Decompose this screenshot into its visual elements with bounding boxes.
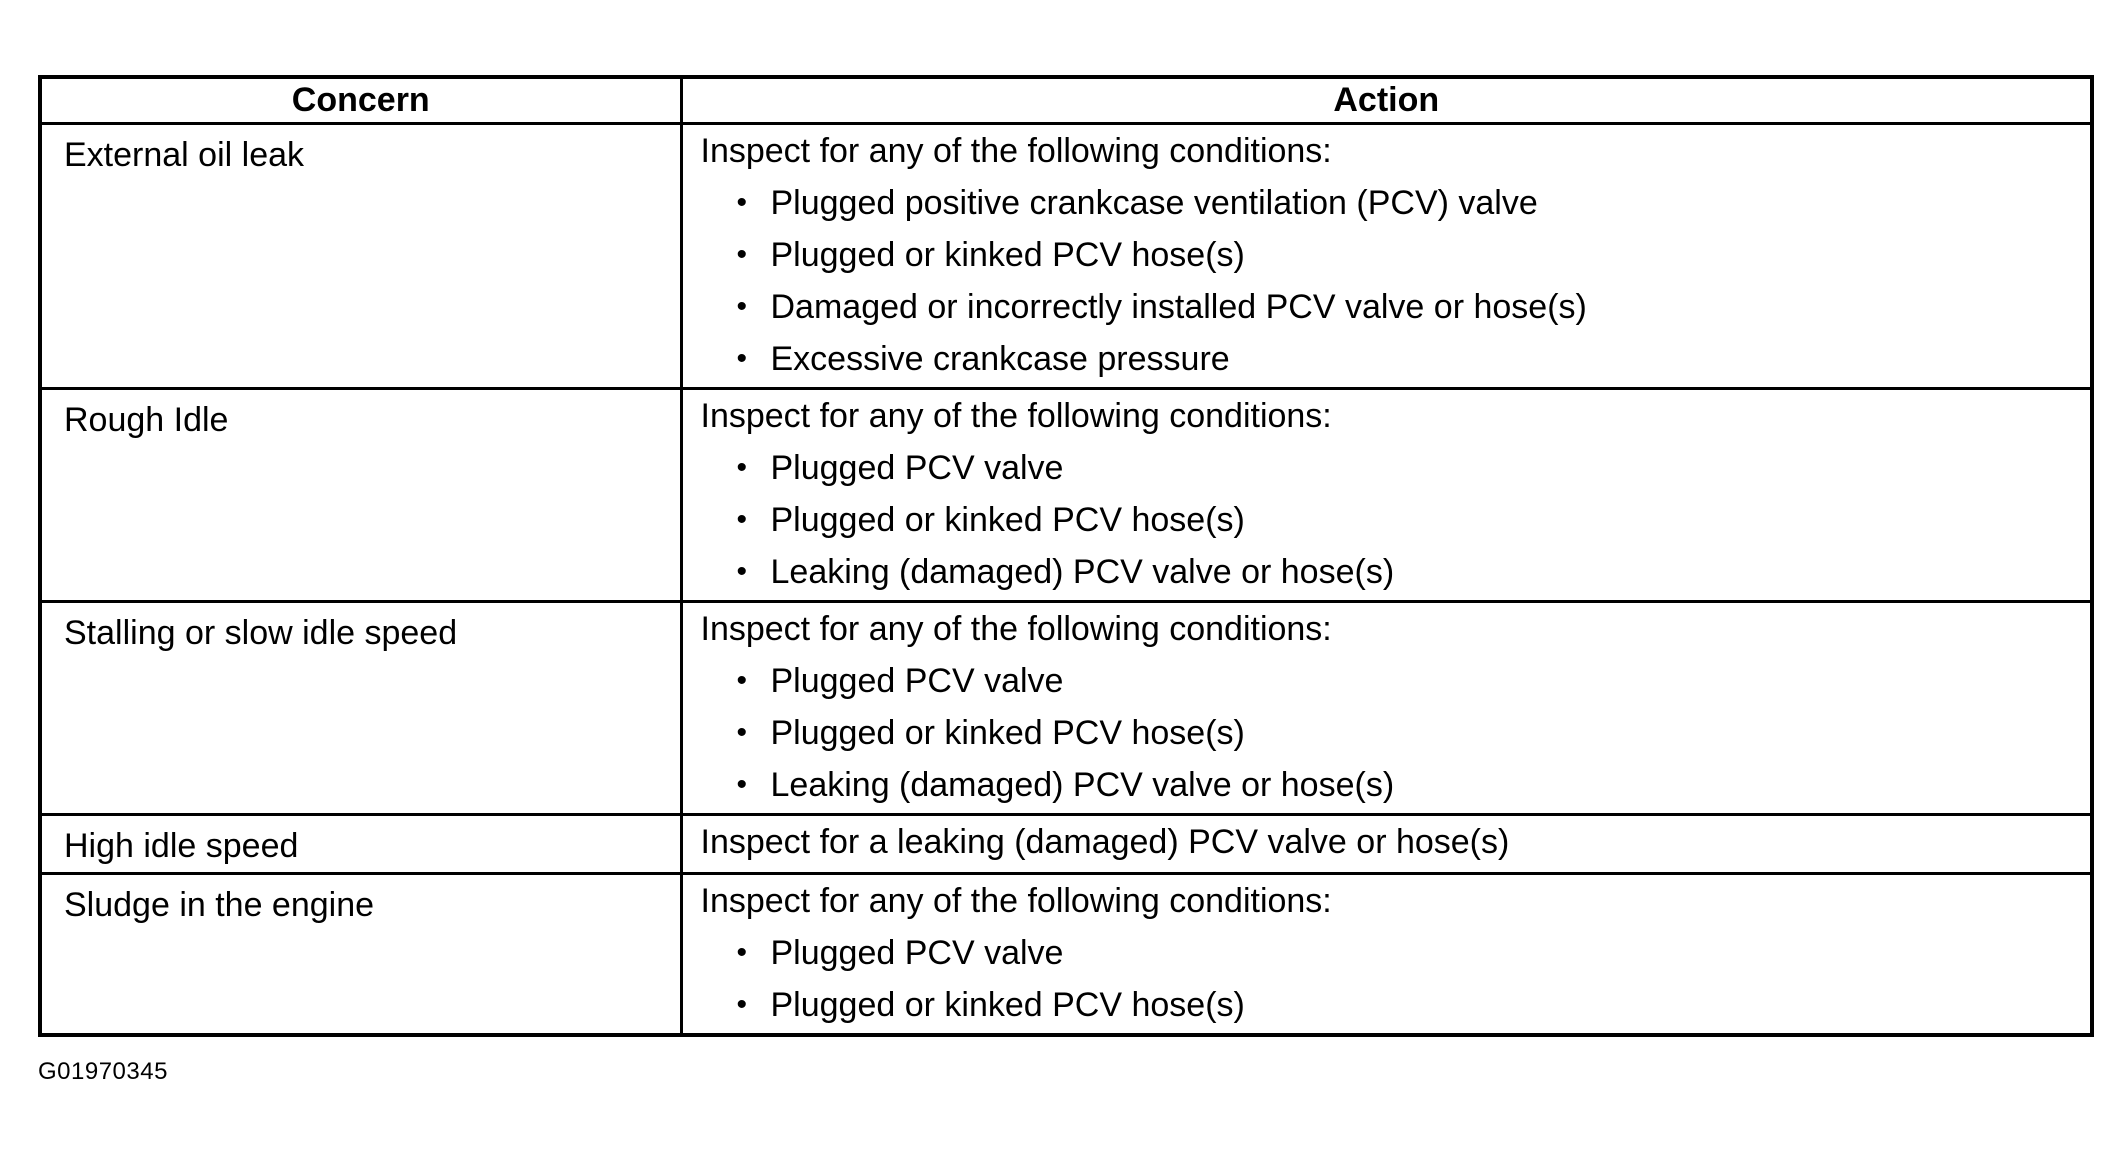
bullet-icon: • xyxy=(736,290,748,323)
bullet-icon: • xyxy=(736,186,748,219)
concern-text: Sludge in the engine xyxy=(64,886,375,924)
bullet-icon: • xyxy=(736,664,748,697)
action-item xyxy=(701,494,2091,546)
action-cell xyxy=(681,602,2092,815)
concern-text: Stalling or slow idle speed xyxy=(64,614,458,652)
figure-id: G01970345 xyxy=(38,1058,168,1085)
action-item-text: Excessive crankcase pressure xyxy=(770,340,1230,378)
action-item xyxy=(701,229,2091,281)
concern-cell xyxy=(40,389,681,602)
table-row xyxy=(40,602,2092,815)
bullet-icon: • xyxy=(736,768,748,801)
table-row xyxy=(40,815,2092,874)
action-item xyxy=(701,655,2091,707)
action-item xyxy=(701,442,2091,494)
bullet-icon: • xyxy=(736,716,748,749)
action-intro: Inspect for any of the following conditions: xyxy=(700,610,1332,648)
action-cell xyxy=(681,815,2092,874)
action-list xyxy=(701,177,2091,385)
action-cell xyxy=(681,124,2092,389)
concern-text: Rough Idle xyxy=(64,401,229,439)
concern-text: High idle speed xyxy=(64,827,299,865)
action-item-text: Leaking (damaged) PCV valve or hose(s) xyxy=(770,553,1395,591)
action-intro: Inspect for any of the following conditions: xyxy=(700,132,1332,170)
bullet-icon: • xyxy=(736,503,748,536)
table-header-row xyxy=(40,77,2092,124)
action-item xyxy=(701,281,2091,333)
action-intro: Inspect for any of the following conditions: xyxy=(700,882,1332,920)
action-list xyxy=(701,655,2091,811)
action-item-text: Damaged or incorrectly installed PCV valve or hose(s) xyxy=(770,288,1587,326)
action-item-text: Plugged or kinked PCV hose(s) xyxy=(770,714,1245,752)
action-item-text: Plugged PCV valve xyxy=(770,934,1064,972)
bullet-icon: • xyxy=(736,555,748,588)
action-item-text: Plugged or kinked PCV hose(s) xyxy=(770,986,1245,1024)
action-item xyxy=(701,177,2091,229)
action-item xyxy=(701,333,2091,385)
concern-cell xyxy=(40,602,681,815)
concern-cell xyxy=(40,124,681,389)
table-body xyxy=(40,124,2092,1036)
bullet-icon: • xyxy=(736,238,748,271)
bullet-icon: • xyxy=(736,936,748,969)
concern-text: External oil leak xyxy=(64,136,305,174)
action-item xyxy=(701,979,2091,1031)
table-row xyxy=(40,124,2092,389)
action-intro: Inspect for any of the following conditions: xyxy=(700,397,1332,435)
table-row xyxy=(40,874,2092,1036)
action-list xyxy=(701,927,2091,1031)
bullet-icon: • xyxy=(736,342,748,375)
action-item-text: Leaking (damaged) PCV valve or hose(s) xyxy=(770,766,1395,804)
concern-header: Concern xyxy=(40,77,681,124)
bullet-icon: • xyxy=(736,451,748,484)
action-header: Action xyxy=(681,77,2092,124)
action-item-text: Plugged or kinked PCV hose(s) xyxy=(770,501,1245,539)
action-cell xyxy=(681,874,2092,1036)
action-list xyxy=(701,442,2091,598)
action-item xyxy=(701,707,2091,759)
action-item xyxy=(701,927,2091,979)
action-item-text: Plugged PCV valve xyxy=(770,449,1064,487)
action-item xyxy=(701,546,2091,598)
table-row xyxy=(40,389,2092,602)
action-item xyxy=(701,759,2091,811)
concern-cell xyxy=(40,815,681,874)
action-item-text: Plugged PCV valve xyxy=(770,662,1064,700)
action-item-text: Plugged positive crankcase ventilation (PCV) valve xyxy=(770,184,1538,222)
bullet-icon: • xyxy=(736,988,748,1021)
action-item-text: Plugged or kinked PCV hose(s) xyxy=(770,236,1245,274)
action-intro: Inspect for a leaking (damaged) PCV valve or hose(s) xyxy=(700,823,1510,861)
diagnostic-table xyxy=(38,75,2094,1037)
concern-cell xyxy=(40,874,681,1036)
action-cell xyxy=(681,389,2092,602)
